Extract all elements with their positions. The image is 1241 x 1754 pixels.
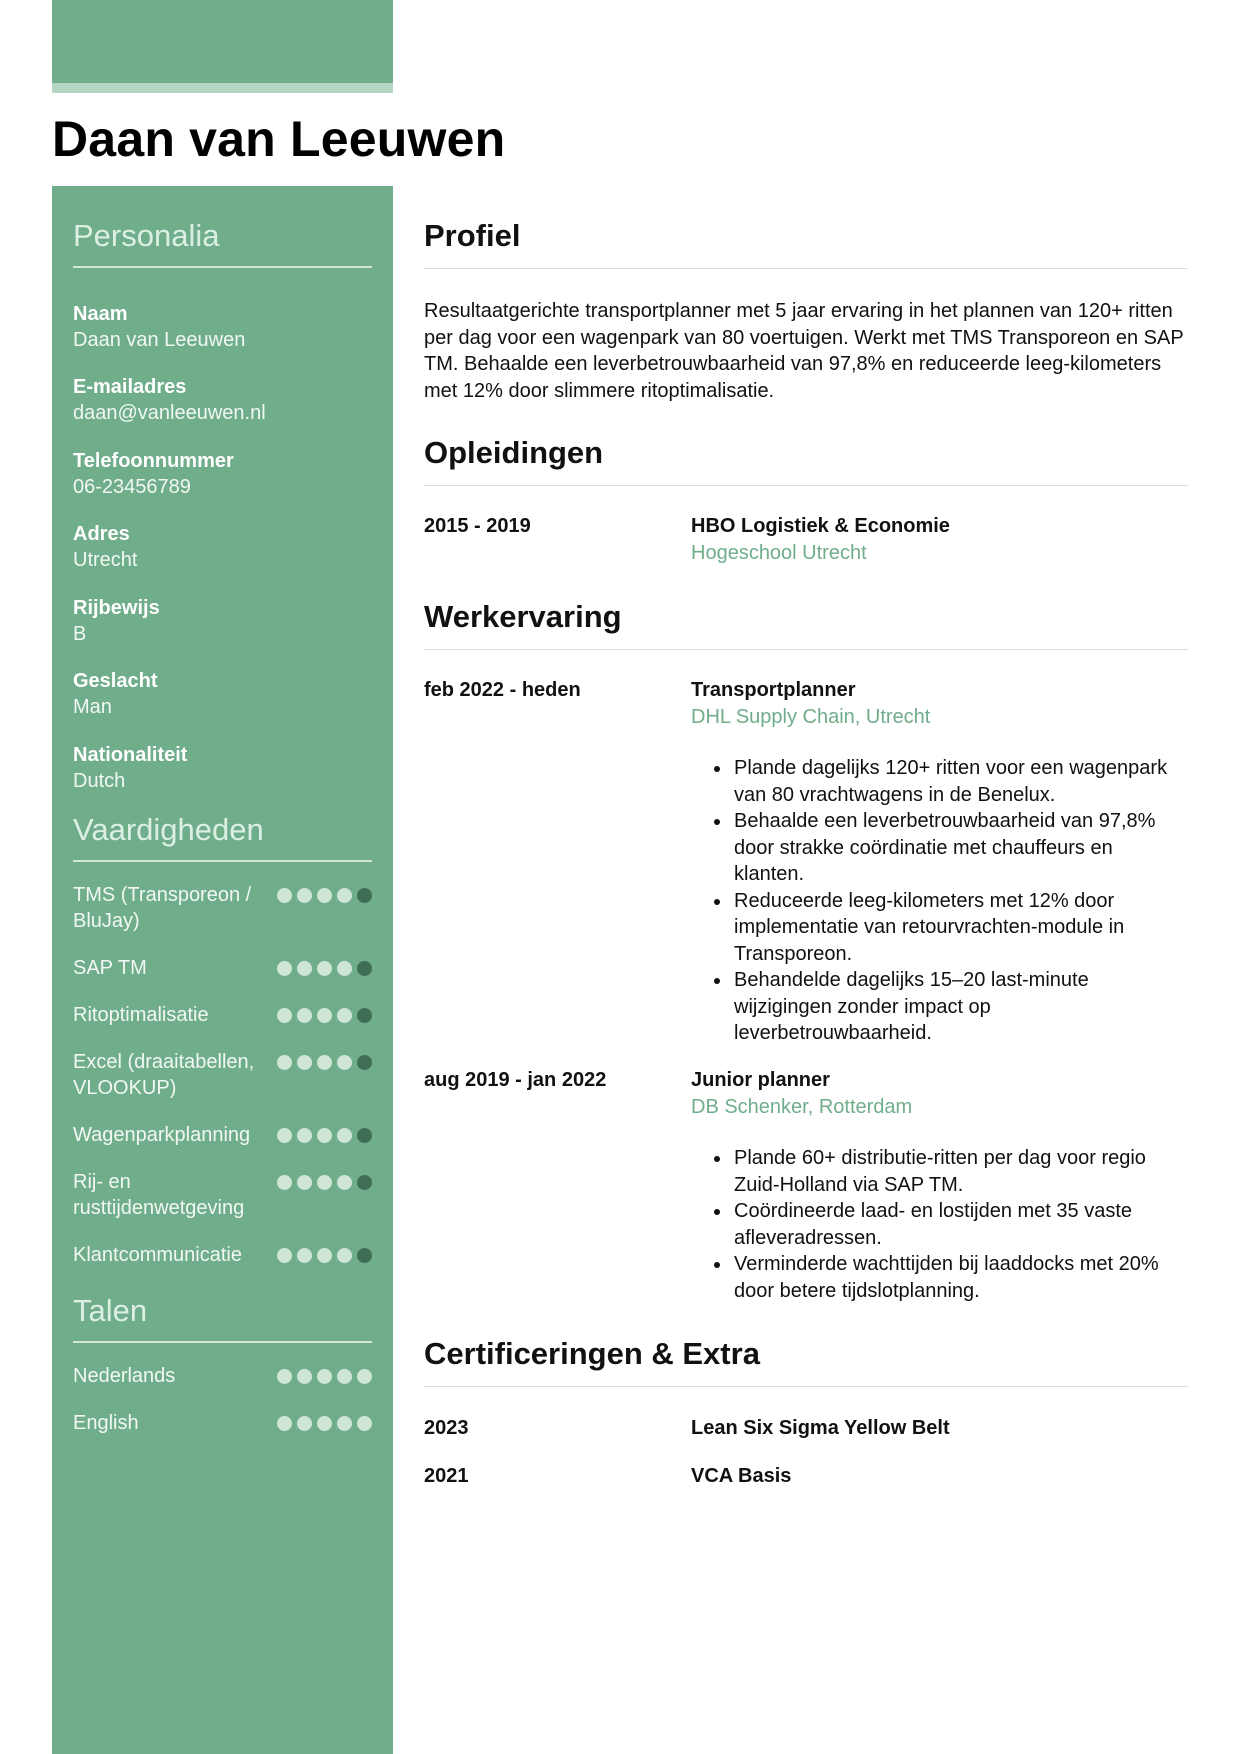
experience-bullets: [691, 1145, 1188, 1304]
experience-bullets: [691, 755, 1188, 1047]
certification-title: Lean Six Sigma Yellow Belt: [691, 1417, 950, 1439]
certifications-title: Certificeringen & Extra: [424, 1336, 760, 1371]
education-title: Opleidingen: [424, 435, 604, 470]
skill-rating: [277, 1008, 372, 1023]
skill-item: [73, 1169, 372, 1221]
skill-item: [73, 1242, 372, 1268]
experience-bullet: • Plande dagelijks 120+ ritten voor een wagenpark van 80 vrachtwagens in de Benelux.: [732, 755, 1188, 808]
skill-rating: [277, 961, 372, 976]
personalia-label: Rijbewijs: [73, 597, 160, 619]
experience-bullet: • Coördineerde laad- en lostijden met 35 vaste afleveradressen.: [732, 1198, 1188, 1251]
rating-dot-filled: [337, 1416, 352, 1431]
education-section: [424, 433, 1188, 564]
languages-title: Talen: [73, 1293, 148, 1328]
skills-divider: [73, 860, 372, 862]
rating-dot-filled: [337, 961, 352, 976]
rating-dot-empty: [357, 1055, 372, 1070]
rating-dot-filled: [337, 1008, 352, 1023]
skill-rating: [277, 1055, 372, 1070]
profile-text: Resultaatgerichte transportplanner met 5 jaar ervaring in het plannen van 120+ ritten per dag voor een wagenpark van 80 voertuigen. Werkt met TMS Transporeon en SAP TM. Behaalde een leverbetrouwbaarheid van 97,8% en reduceerde leeg-kilometers met 12% door slimmere ritoptimalisatie.: [424, 300, 1184, 402]
rating-dot-filled: [317, 1055, 332, 1070]
personalia-label: Telefoonnummer: [73, 450, 234, 472]
certifications-section: [424, 1334, 1188, 1487]
personalia-value: Daan van Leeuwen: [73, 329, 246, 351]
skill-item: [73, 1002, 372, 1028]
personalia-item-geslacht: [73, 668, 372, 720]
rating-dot-empty: [357, 1128, 372, 1143]
personalia-label: E-mailadres: [73, 376, 187, 398]
experience-bullet: • Behandelde dagelijks 15–20 last-minute wijzigingen zonder impact op leverbetrouwbaarheid.: [732, 967, 1188, 1047]
skill-name: Wagenparkplanning: [73, 1124, 251, 1146]
experience-job-title: Transportplanner: [691, 679, 856, 701]
rating-dot-filled: [317, 1248, 332, 1263]
personalia-item-nationaliteit: [73, 742, 372, 794]
experience-company: DHL Supply Chain, Utrecht: [691, 705, 931, 728]
skill-name: Klantcommunicatie: [73, 1244, 242, 1266]
experience-bullet: • Behaalde een leverbetrouwbaarheid van 97,8% door strakke coördinatie met chauffeurs en klanten.: [732, 808, 1188, 888]
certifications-divider: [424, 1386, 1188, 1387]
personalia-item-rijbewijs: [73, 595, 372, 647]
rating-dot-filled: [337, 888, 352, 903]
skill-name: SAP TM: [73, 957, 147, 979]
rating-dot-empty: [357, 1008, 372, 1023]
personalia-value: B: [73, 623, 87, 645]
rating-dot-filled: [337, 1055, 352, 1070]
rating-dot-filled: [277, 961, 292, 976]
experience-period: aug 2019 - jan 2022: [424, 1069, 607, 1091]
languages-section: [73, 1291, 372, 1434]
rating-dot-filled: [337, 1369, 352, 1384]
rating-dot-filled: [277, 888, 292, 903]
candidate-name: Daan van Leeuwen: [52, 111, 506, 167]
rating-dot-filled: [277, 1008, 292, 1023]
education-degree: HBO Logistiek & Economie: [691, 515, 950, 537]
skill-item: [73, 882, 372, 934]
rating-dot-filled: [357, 1369, 372, 1384]
personalia-section: [73, 216, 372, 792]
rating-dot-filled: [297, 1128, 312, 1143]
rating-dot-filled: [297, 1055, 312, 1070]
rating-dot-filled: [337, 1128, 352, 1143]
personalia-value: daan@vanleeuwen.nl: [73, 402, 266, 424]
skill-name: Rij- en rusttijdenwetgeving: [73, 1171, 245, 1219]
rating-dot-filled: [297, 1175, 312, 1190]
personalia-item-adres: [73, 521, 372, 573]
rating-dot-filled: [337, 1248, 352, 1263]
personalia-value: 06-23456789: [73, 476, 191, 498]
skill-item: [73, 955, 372, 981]
skills-title: Vaardigheden: [73, 812, 264, 847]
rating-dot-filled: [317, 1128, 332, 1143]
experience-job-title: Junior planner: [691, 1069, 830, 1091]
language-rating: [277, 1369, 372, 1384]
skill-rating: [277, 1175, 372, 1190]
rating-dot-filled: [277, 1369, 292, 1384]
experience-bullet: • Reduceerde leeg-kilometers met 12% door implementatie van retourvrachten-module in Transporeon.: [732, 888, 1188, 968]
rating-dot-filled: [277, 1055, 292, 1070]
education-school: Hogeschool Utrecht: [691, 541, 867, 564]
rating-dot-filled: [297, 888, 312, 903]
personalia-label: Geslacht: [73, 670, 158, 692]
rating-dot-filled: [277, 1416, 292, 1431]
experience-period: feb 2022 - heden: [424, 679, 581, 701]
personalia-item-naam: [73, 301, 372, 353]
profile-title: Profiel: [424, 218, 521, 253]
rating-dot-filled: [317, 888, 332, 903]
experience-bullet: • Plande 60+ distributie-ritten per dag voor regio Zuid-Holland via SAP TM.: [732, 1145, 1188, 1198]
language-item: [73, 1363, 372, 1389]
personalia-label: Adres: [73, 523, 130, 545]
experience-section: [424, 597, 1188, 1302]
personalia-title: Personalia: [73, 218, 220, 253]
rating-dot-filled: [277, 1248, 292, 1263]
skill-name: Excel (draaitabellen, VLOOKUP): [73, 1051, 255, 1099]
certification-year: 2021: [424, 1465, 469, 1487]
skill-name: Ritoptimalisatie: [73, 1004, 209, 1026]
profile-section: [424, 216, 1188, 404]
personalia-value: Dutch: [73, 770, 126, 792]
rating-dot-filled: [317, 1369, 332, 1384]
personalia-label: Nationaliteit: [73, 744, 188, 766]
education-period: 2015 - 2019: [424, 515, 531, 537]
sidebar: [52, 186, 393, 1754]
rating-dot-filled: [317, 1008, 332, 1023]
header-accent-stripe: [52, 83, 393, 93]
languages-divider: [73, 1341, 372, 1343]
skill-item: [73, 1122, 372, 1148]
header-accent-bar: [52, 0, 393, 83]
rating-dot-filled: [297, 1416, 312, 1431]
personalia-value: Man: [73, 696, 112, 718]
rating-dot-empty: [357, 888, 372, 903]
experience-divider: [424, 649, 1188, 650]
rating-dot-filled: [337, 1175, 352, 1190]
certification-title: VCA Basis: [691, 1465, 792, 1487]
language-name: English: [73, 1412, 139, 1434]
rating-dot-empty: [357, 961, 372, 976]
rating-dot-filled: [277, 1175, 292, 1190]
language-name: Nederlands: [73, 1365, 176, 1387]
language-item: [73, 1410, 372, 1436]
personalia-item-telefoon: [73, 448, 372, 500]
personalia-item-email: [73, 374, 372, 426]
rating-dot-filled: [297, 961, 312, 976]
skill-item: [73, 1049, 372, 1101]
skill-rating: [277, 1248, 372, 1263]
education-divider: [424, 485, 1188, 486]
rating-dot-filled: [297, 1248, 312, 1263]
rating-dot-filled: [317, 961, 332, 976]
experience-company: DB Schenker, Rotterdam: [691, 1095, 913, 1118]
personalia-label: Naam: [73, 303, 128, 325]
skills-section: [73, 810, 372, 1266]
rating-dot-filled: [297, 1369, 312, 1384]
personalia-divider: [73, 266, 372, 268]
certification-year: 2023: [424, 1417, 469, 1439]
personalia-value: Utrecht: [73, 549, 138, 571]
rating-dot-empty: [357, 1248, 372, 1263]
rating-dot-filled: [317, 1175, 332, 1190]
rating-dot-filled: [317, 1416, 332, 1431]
rating-dot-filled: [277, 1128, 292, 1143]
experience-bullet: • Verminderde wachttijden bij laaddocks met 20% door betere tijdslotplanning.: [732, 1251, 1188, 1304]
language-rating: [277, 1416, 372, 1431]
rating-dot-filled: [357, 1416, 372, 1431]
rating-dot-empty: [357, 1175, 372, 1190]
experience-title: Werkervaring: [424, 599, 622, 634]
profile-divider: [424, 268, 1188, 269]
skill-rating: [277, 1128, 372, 1143]
skill-rating: [277, 888, 372, 903]
rating-dot-filled: [297, 1008, 312, 1023]
skill-name: TMS (Transporeon / BluJay): [73, 884, 252, 932]
